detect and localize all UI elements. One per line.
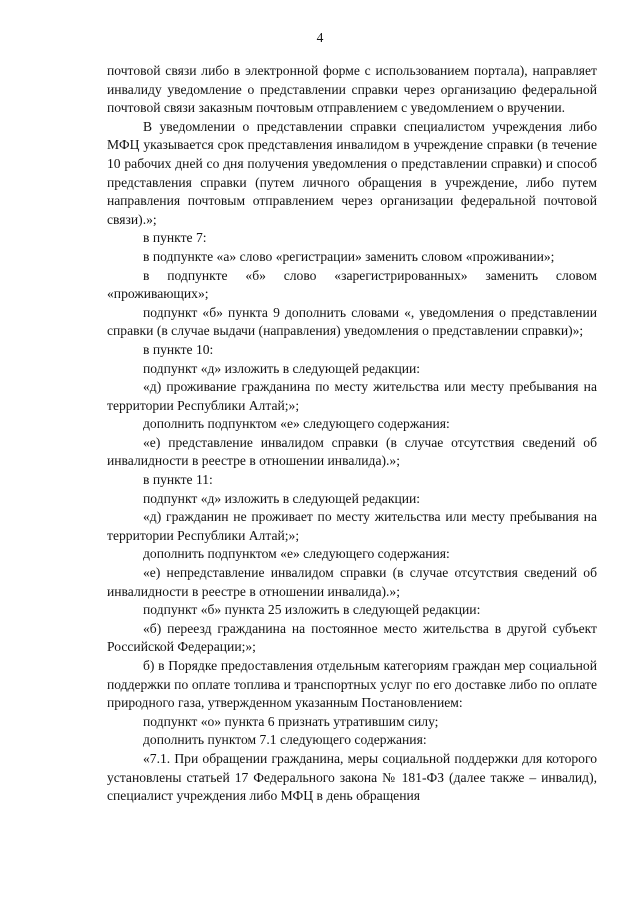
paragraph-12: в пункте 11: [143,472,213,488]
paragraph-17: подпункт «б» пункта 25 изложить в следующей редакции: [143,602,481,618]
paragraph-1: почтовой связи либо в электронной форме с использованием портала), направляет инвалиду уведомление о представлении справки через организацию федеральной почтовой связи заказным почтовым отправлением с уведомлением о вручении. [107,63,597,116]
paragraph-9: «д) проживание гражданина по месту жительства или месту пребывания на территории Республики Алтай;»; [107,379,597,413]
paragraph-20: подпункт «о» пункта 6 признать утратившим силу; [143,713,439,729]
paragraph-2: В уведомлении о представлении справки специалистом учреждения либо МФЦ указывается срок представления инвалидом в учреждение справки (в течение 10 рабочих дней со дня получения уведомления о представлении справки) и способ представления справки (путем личного обращения в учреждение, либо путем направления почтовым отправлением через организации федеральной почтовой связи).»; [107,118,597,227]
paragraph-10: дополнить подпунктом «е» следующего содержания: [143,416,450,432]
paragraph-18: «б) переезд гражданина на постоянное место жительства в другой субъект Российской Федерации;»; [107,620,597,655]
paragraph-22: «7.1. При обращении гражданина, меры социальной поддержки для которого установлены статьей 17 Федерального закона № 181-ФЗ (далее также – инвалид), специалист учреждения либо МФЦ в день обращения [107,750,597,804]
paragraph-19: б) в Порядке предоставления отдельным категориям граждан мер социальной поддержки по оплате топлива и транспортных услуг по его доставке либо по оплате природного газа, утвержденном указанным Постановлением: [107,658,597,711]
paragraph-21: дополнить пунктом 7.1 следующего содержания: [143,732,427,748]
document-body [107,62,597,806]
paragraph-3: в пункте 7: [143,230,207,246]
paragraph-14: «д) гражданин не проживает по месту жительства или месту пребывания на территории Республики Алтай;»; [107,509,597,543]
paragraph-15: дополнить подпунктом «е» следующего содержания: [143,546,450,562]
paragraph-13: подпункт «д» изложить в следующей редакции: [143,490,421,506]
paragraph-8: подпункт «д» изложить в следующей редакции: [143,360,421,376]
paragraph-5: в подпункте «б» слово «зарегистрированных» заменить словом «проживающих»; [107,267,597,302]
paragraph-11: «е) представление инвалидом справки (в случае отсутствия сведений об инвалидности в реестре в отношении инвалида).»; [107,434,597,469]
paragraph-7: в пункте 10: [143,341,214,357]
paragraph-16: «е) непредставление инвалидом справки (в случае отсутствия сведений об инвалидности в реестре в отношении инвалида).»; [107,565,597,599]
paragraph-6: подпункт «б» пункта 9 дополнить словами «, уведомления о представлении справки (в случае выдачи (направления) уведомления о представлении справки)»; [107,304,597,339]
paragraph-4: в подпункте «а» слово «регистрации» заменить словом «проживании»; [143,248,555,264]
page-number: 4 [316,30,324,45]
